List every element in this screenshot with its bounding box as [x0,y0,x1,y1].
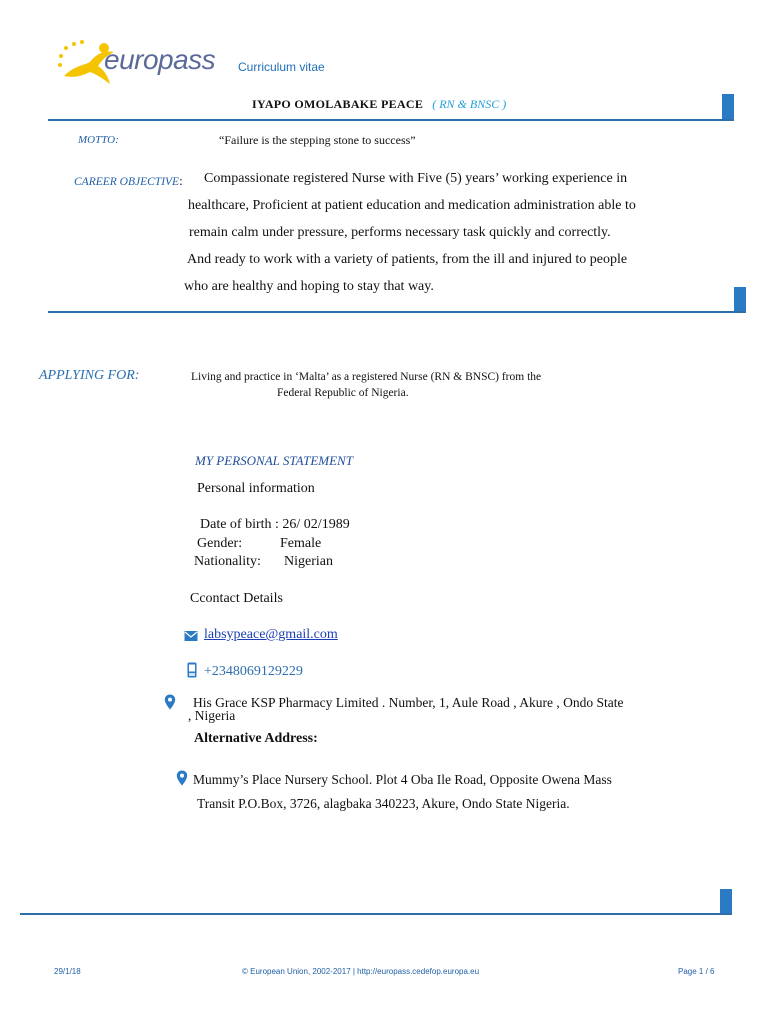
career-objective-label: CAREER OBJECTIVE [74,176,180,188]
career-objective-line-3: remain calm under pressure, performs necessary task quickly and correctly. [189,225,611,240]
personal-info-label: Personal information [197,481,315,496]
contact-details-heading: Ccontact Details [190,591,283,606]
alt-address-line-2: Transit P.O.Box, 3726, alagbaka 340223, Akure, Ondo State Nigeria. [197,796,570,811]
nationality-label: Nationality: [194,554,261,569]
gender-label: Gender: [197,536,243,551]
location-pin-icon [176,770,188,786]
document-subtitle: Curriculum vitae [238,60,325,74]
section-marker [722,94,734,120]
career-objective-line-2: healthcare, Proficient at patient education and medication administration able to [188,198,636,213]
career-objective-label-line [74,172,183,190]
europass-logo [52,36,232,92]
career-objective-line-5: who are healthy and hoping to stay that way. [184,279,434,294]
career-objective-line-4: And ready to work with a variety of patients, from the ill and injured to people [187,252,628,267]
footer-page-number: Page 1 / 6 [678,967,715,976]
logo-wordmark: europass [104,44,216,75]
applying-for-line-1: Living and practice in ‘Malta’ as a registered Nurse (RN & BNSC) from the [191,371,542,383]
section-marker [720,889,732,915]
location-pin-icon [164,694,176,710]
phone-number: +2348069129229 [204,664,303,679]
footer-copyright: © European Union, 2002-2017 | http://europass.cedefop.europa.eu [242,967,480,976]
nationality-value: Nigerian [284,554,333,569]
section-divider [20,913,732,915]
career-objective-line-1: Compassionate registered Nurse with Five (5) years’ working experience in [204,171,628,186]
mobile-phone-icon [186,662,198,678]
address-line-1: His Grace KSP Pharmacy Limited . Number, 1, Aule Road , Akure , Ondo State [193,695,624,710]
gender-value: Female [280,536,322,551]
candidate-credentials: ( RN & BNSC ) [432,97,507,111]
email-link[interactable]: labsypeace@gmail.com [204,627,338,642]
candidate-name-line [252,97,506,112]
motto-label: MOTTO: [78,134,119,146]
section-divider [48,119,734,121]
alternative-address-heading: Alternative Address: [194,731,318,746]
address-line-2: , Nigeria [188,708,236,723]
applying-for-label: APPLYING FOR: [39,368,140,383]
motto-text: “Failure is the stepping stone to success” [219,133,416,147]
personal-statement-heading: MY PERSONAL STATEMENT [195,453,353,468]
section-divider [48,311,746,313]
date-of-birth: Date of birth : 26/ 02/1989 [200,517,350,532]
applying-for-line-2: Federal Republic of Nigeria. [277,387,409,399]
alt-address-line-1: Mummy’s Place Nursery School. Plot 4 Oba Ile Road, Opposite Owena Mass [193,772,612,787]
career-objective-colon: : [179,173,183,188]
section-marker [734,287,746,313]
candidate-name: IYAPO OMOLABAKE PEACE [252,97,424,111]
envelope-icon [184,629,198,641]
footer-date: 29/1/18 [54,967,81,976]
